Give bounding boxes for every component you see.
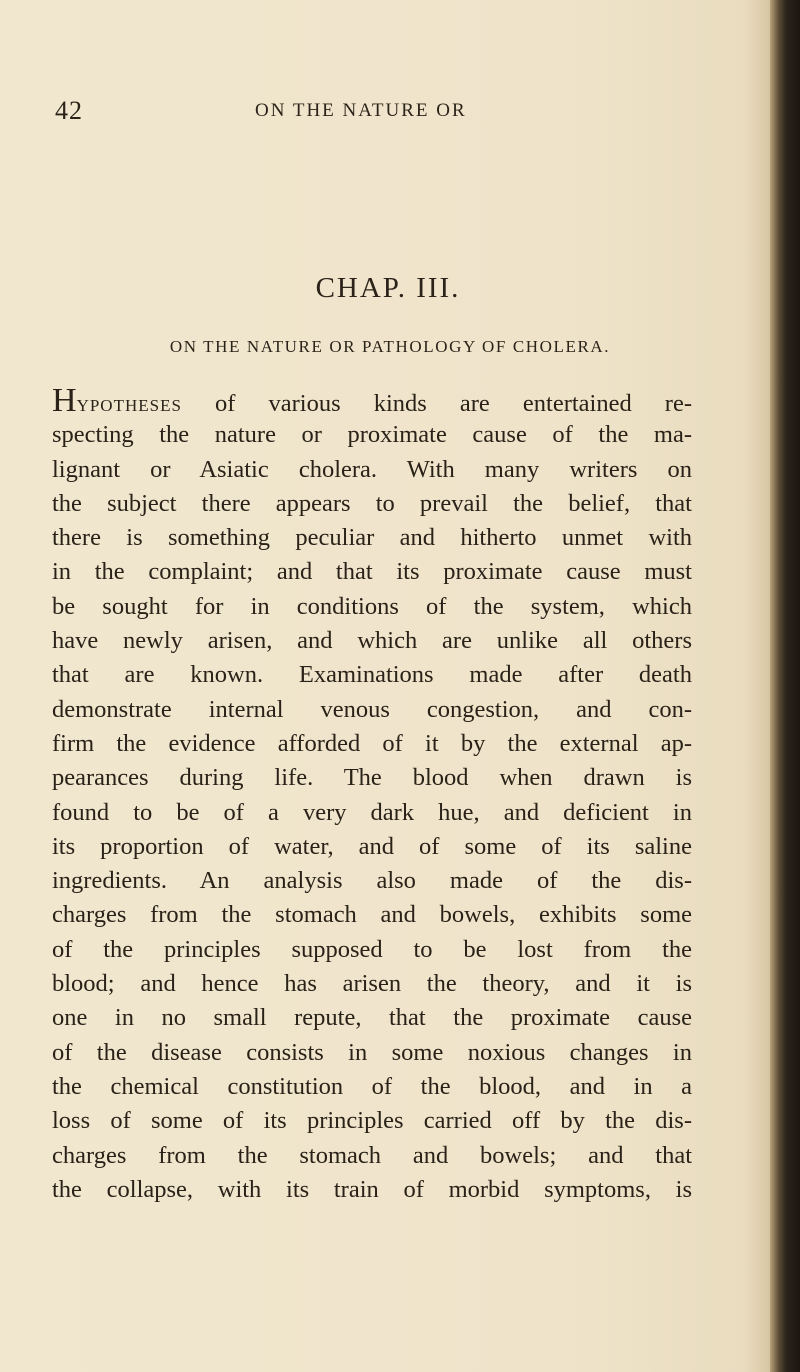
chapter-heading: CHAP. III. bbox=[315, 272, 461, 304]
body-line: charges from the stomach and bowels, exhibits some bbox=[52, 901, 692, 929]
body-line-first bbox=[52, 384, 692, 418]
body-line: lignant or Asiatic cholera. With many writers on bbox=[52, 455, 692, 483]
body-line: ingredients. An analysis also made of the dis- bbox=[52, 867, 692, 895]
chapter-subtitle: ON THE NATURE OR PATHOLOGY OF CHOLERA. bbox=[169, 337, 611, 356]
page-number: 42 bbox=[55, 96, 83, 125]
body-line: of the principles supposed to be lost from the bbox=[52, 935, 692, 963]
body-line: in the complaint; and that its proximate cause must bbox=[52, 558, 692, 586]
body-line: that are known. Examinations made after death bbox=[52, 661, 692, 689]
page-gutter-shadow bbox=[770, 0, 800, 1372]
body-line: charges from the stomach and bowels; and that bbox=[52, 1141, 692, 1169]
body-paragraph bbox=[52, 384, 692, 1207]
body-line: loss of some of its principles carried off by the dis- bbox=[52, 1107, 692, 1135]
drop-cap: H bbox=[52, 382, 77, 419]
body-line: demonstrate internal venous congestion, and con- bbox=[52, 695, 692, 723]
body-line: have newly arisen, and which are unlike all others bbox=[52, 627, 692, 655]
body-line: specting the nature or proximate cause of the ma- bbox=[52, 421, 692, 449]
body-line: be sought for in conditions of the system, which bbox=[52, 592, 692, 620]
body-line: blood; and hence has arisen the theory, and it is bbox=[52, 970, 692, 998]
body-line: one in no small repute, that the proximate cause bbox=[52, 1004, 692, 1032]
body-line: there is something peculiar and hitherto unmet with bbox=[52, 524, 692, 552]
body-line: pearances during life. The blood when drawn is bbox=[52, 764, 692, 792]
body-line: firm the evidence afforded of it by the external ap- bbox=[52, 729, 692, 757]
body-line: of the disease consists in some noxious changes in bbox=[52, 1038, 692, 1066]
body-line: the subject there appears to prevail the belief, that bbox=[52, 489, 692, 517]
first-line-rest: of various kinds are entertained re- bbox=[181, 390, 692, 417]
body-line: its proportion of water, and of some of its saline bbox=[52, 832, 692, 860]
first-word: ypotheses bbox=[76, 390, 182, 417]
body-line: found to be of a very dark hue, and deficient in bbox=[52, 798, 692, 826]
body-line: the chemical constitution of the blood, and in a bbox=[52, 1072, 692, 1100]
body-line: the collapse, with its train of morbid symptoms, is bbox=[52, 1175, 692, 1203]
running-title: ON THE NATURE OR bbox=[255, 100, 467, 121]
running-head bbox=[55, 96, 735, 132]
